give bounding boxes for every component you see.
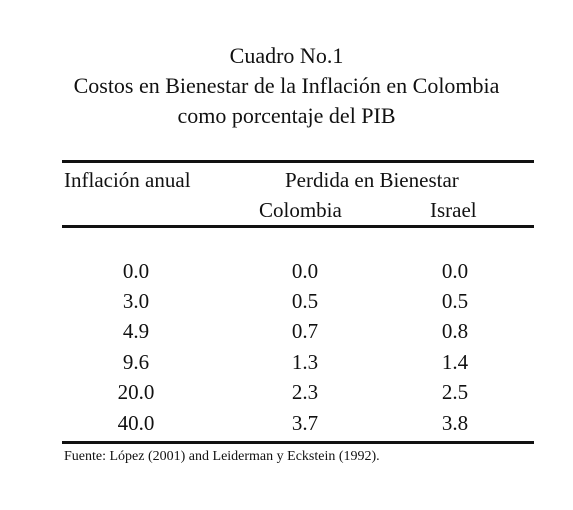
header-welfare-loss: Perdida en Bienestar (285, 168, 459, 192)
cell-israel: 2.5 (441, 380, 469, 404)
cell-colombia: 3.7 (291, 411, 319, 435)
cell-inflation: 3.0 (122, 289, 150, 313)
table-row (0, 316, 573, 346)
header-israel: Israel (430, 198, 477, 222)
cell-colombia: 1.3 (291, 350, 319, 374)
cell-inflation: 20.0 (117, 380, 155, 404)
table-top-rule (62, 160, 534, 163)
cell-colombia: 2.3 (291, 380, 319, 404)
table-bottom-rule (62, 441, 534, 444)
header-inflation: Inflación anual (64, 168, 191, 192)
header-colombia: Colombia (259, 198, 342, 222)
source-note: Fuente: López (2001) and Leiderman y Eckstein (1992). (64, 449, 380, 464)
cell-colombia: 0.7 (291, 319, 319, 343)
cell-israel: 3.8 (441, 411, 469, 435)
table-title: Cuadro No.1 (229, 43, 344, 68)
cell-colombia: 0.5 (291, 289, 319, 313)
table-row (0, 347, 573, 377)
table-row (0, 377, 573, 407)
table-subtitle-continued: como porcentaje del PIB (177, 103, 396, 128)
cell-israel: 0.0 (441, 259, 469, 283)
table-subtitle: Costos en Bienestar de la Inflación en Colombia (73, 73, 500, 98)
cell-israel: 1.4 (441, 350, 469, 374)
table-row (0, 256, 573, 286)
cell-colombia: 0.0 (291, 259, 319, 283)
table-row (0, 408, 573, 438)
cell-inflation: 9.6 (122, 350, 150, 374)
table-header-rule (62, 225, 534, 228)
cell-israel: 0.5 (441, 289, 469, 313)
cell-inflation: 4.9 (122, 319, 150, 343)
cell-inflation: 0.0 (122, 259, 150, 283)
table-row (0, 286, 573, 316)
cell-inflation: 40.0 (117, 411, 155, 435)
cell-israel: 0.8 (441, 319, 469, 343)
